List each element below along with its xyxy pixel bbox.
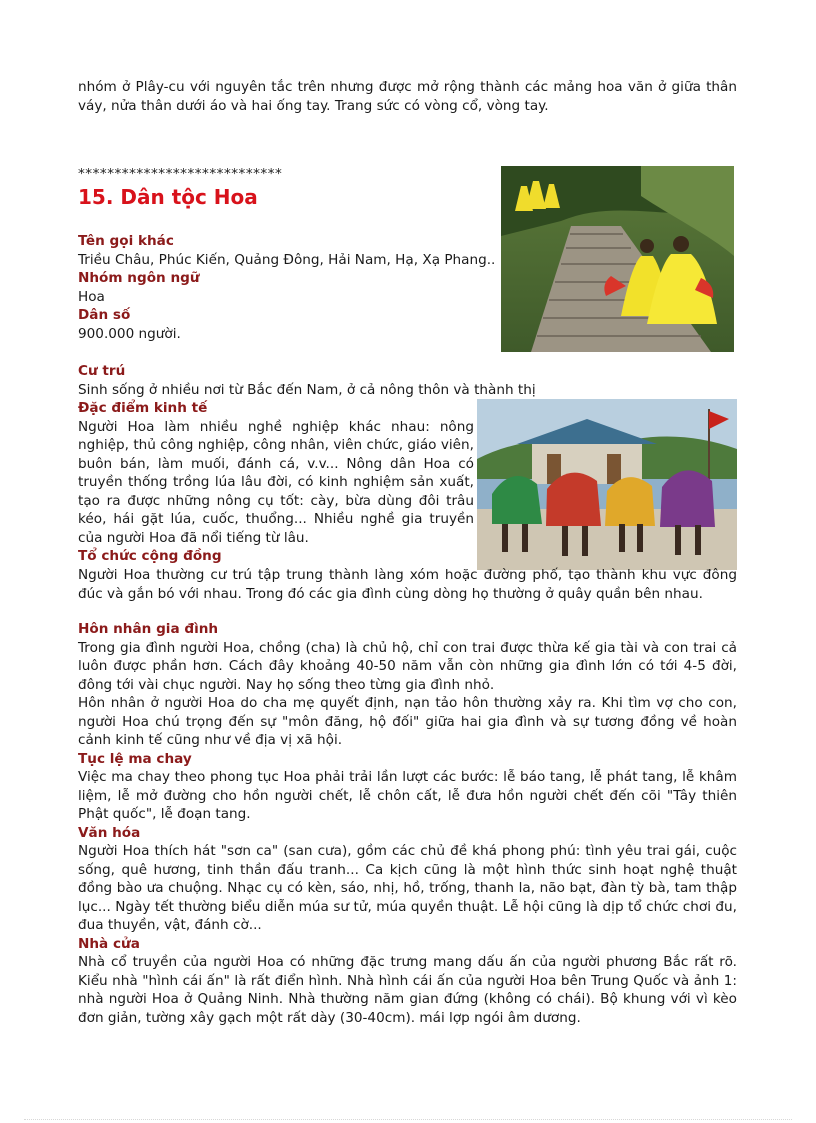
heading-kinh-te: Đặc điểm kinh tế xyxy=(78,400,208,416)
heading-cu-tru: Cư trú xyxy=(78,363,126,379)
page-bottom-divider xyxy=(24,1119,792,1120)
heading-van-hoa: Văn hóa xyxy=(78,824,141,841)
text-nha-cua: Nhà cổ truyền của người Hoa có những đặc trưng mang dấu ấn của người phương Bắc rất rõ. Kiểu nhà "hình cái ấn" là rất điển hình. Nhà hình cái ấn của người Hoa bên Trung Quốc và ảnh 1: nhà người Hoa ở Quảng Ninh. Nhà thường năm gian đứng (không có chái). Bộ khung với vì kèo đơn giản, tường xây gạch một rất dày (30-40cm). mái lợp ngói âm dương. xyxy=(78,954,737,1026)
text-dan-so: 900.000 người. xyxy=(78,325,181,342)
text-van-hoa: Người Hoa thích hát "sơn ca" (san cưa), gồm các chủ đề khá phong phú: tình yêu trai gái, cuộc sống, quê hương, tinh thần đấu tranh... Ca kịch cũng là một hình thức sinh hoạt nghệ thuật đồng bào ưa chuộng. Nhạc cụ có kèn, sáo, nhị, hồ, trống, thanh la, não bạt, đàn tỳ bà, tam thập lục... Ngày tết thường biểu diễn múa sư tử, múa quyền thuật. Lễ hội cũng là dịp tổ chức chơi đu, đua thuyền, vật, đánh cờ... xyxy=(78,843,737,933)
photo-yellow-dress-dancers xyxy=(501,166,734,352)
text-nhom-ngon-ngu: Hoa xyxy=(78,288,105,305)
section-kinh-te xyxy=(78,399,474,566)
photo-lion-dance xyxy=(477,399,737,570)
heading-ma-chay: Tục lệ ma chay xyxy=(78,750,192,767)
heading-nha-cua: Nhà cửa xyxy=(78,935,140,952)
intro-block xyxy=(78,78,737,115)
separator-stars: **************************** xyxy=(78,166,283,182)
section-cong-dong xyxy=(78,566,737,603)
section-cu-tru xyxy=(78,362,737,399)
page-title: 15. Dân tộc Hoa xyxy=(78,184,258,209)
text-ten-goi-khac: Triều Châu, Phúc Kiến, Quảng Đông, Hải Nam, Hạ, Xạ Phang.. xyxy=(78,251,496,268)
heading-cong-dong: Tổ chức cộng đồng xyxy=(78,548,222,564)
title-block xyxy=(78,165,498,209)
text-cu-tru: Sinh sống ở nhiều nơi từ Bắc đến Nam, ở cả nông thôn và thành thị xyxy=(78,381,536,398)
intro-paragraph: nhóm ở Plây-cu với nguyên tắc trên nhưng được mở rộng thành các mảng hoa văn ở giữa thân váy, nửa thân dưới áo và hai ống tay. Trang sức có vòng cổ, vòng tay. xyxy=(78,79,737,114)
heading-hon-nhan: Hôn nhân gia đình xyxy=(78,621,219,637)
text-hon-nhan-2: Hôn nhân ở người Hoa do cha mẹ quyết định, nạn tảo hôn thường xảy ra. Khi tìm vợ cho con, người Hoa chú trọng đến sự "môn đăng, hộ đối" giữa hai gia đình và sự tương đồng về hoàn cảnh kinh tế cũng như về địa vị xã hội. xyxy=(78,695,737,748)
text-cong-dong: Người Hoa thường cư trú tập trung thành làng xóm hoặc đường phố, tạo thành khu vực đông đúc và gắn bó với nhau. Trong đó các gia đình cùng dòng họ thường ở quây quần bên nhau. xyxy=(78,567,737,602)
heading-dan-so: Dân số xyxy=(78,307,131,323)
heading-ten-goi-khac: Tên gọi khác xyxy=(78,233,174,249)
text-ma-chay: Việc ma chay theo phong tục Hoa phải trải lần lượt các bước: lễ báo tang, lễ phát tang, lễ khâm liệm, lễ mở đường cho hồn người chết, lễ chôn cất, lễ đưa hồn người chết đến cõi "Tây thiên Phật quốc", lễ đoạn tang. xyxy=(78,769,737,822)
section-group-top xyxy=(78,232,502,343)
heading-nhom-ngon-ngu: Nhóm ngôn ngữ xyxy=(78,270,200,286)
section-group-bottom xyxy=(78,620,737,1027)
text-kinh-te: Người Hoa làm nhiều nghề nghiệp khác nhau: nông nghiệp, thủ công nghiệp, công nhân, viên chức, giáo viên, buôn bán, làm muối, đánh cá, v.v... Nông dân Hoa có truyền thống trồng lúa lâu đời, có kinh nghiệm sản xuất, tạo ra được những nông cụ tốt: cày, bừa dùng đôi trâu kéo, hái gặt lúa, cuốc, thuổng... Nhiều nghề gia truyền của người Hoa đã nổi tiếng từ lâu. xyxy=(78,418,474,546)
text-hon-nhan-1: Trong gia đình người Hoa, chồng (cha) là chủ hộ, chỉ con trai được thừa kế gia tài và con trai cả luôn được phần hơn. Cách đây khoảng 40-50 năm vẫn còn những gia đình lớn có tới 4-5 đời, đông tới vài chục người. Nay họ sống theo từng gia đình nhỏ. xyxy=(78,639,737,693)
